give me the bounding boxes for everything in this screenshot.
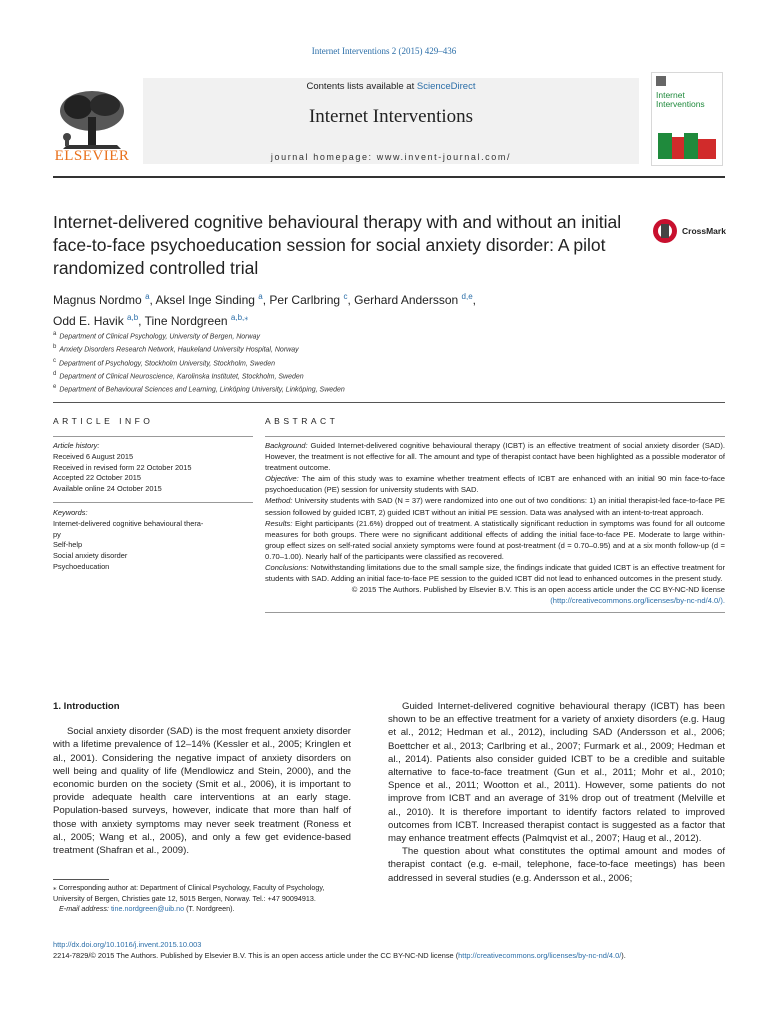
crossmark-label[interactable]: CrossMark bbox=[682, 226, 726, 236]
journal-title: Internet Interventions bbox=[308, 106, 474, 127]
affiliation-list bbox=[53, 329, 673, 396]
doi-link[interactable]: http://dx.doi.org/10.1016/j.invent.2015.10.003 bbox=[53, 940, 202, 949]
affiliation: d Department of Clinical Neuroscience, Karolinska Institutet, Stockholm, Sweden bbox=[53, 370, 304, 381]
keyword: Social anxiety disorder bbox=[53, 551, 128, 561]
history-item: Available online 24 October 2015 bbox=[53, 484, 162, 494]
article-info-heading: ARTICLE INFO bbox=[53, 416, 154, 426]
section-heading: 1. Introduction bbox=[53, 701, 120, 712]
footnote-rule bbox=[53, 879, 109, 880]
keyword: Self-help bbox=[53, 540, 83, 550]
body-column-right bbox=[388, 700, 725, 885]
author: Odd E. Havik bbox=[53, 314, 124, 328]
elsevier-mini-icon bbox=[656, 76, 666, 86]
abstract-copyright: © 2015 The Authors. Published by Elsevier B.V. This is an open access article under the CC BY-NC-ND license bbox=[351, 585, 725, 595]
author: Gerhard Andersson bbox=[354, 293, 459, 307]
article-history: Article history: Received 6 August 2015 Received in revised form 22 October 2015 Accepted 22 October 2015 Available online 24 October 2015 bbox=[53, 441, 253, 495]
keyword: Internet-delivered cognitive behavioural thera- bbox=[53, 518, 204, 528]
keyword: Psychoeducation bbox=[53, 561, 110, 571]
abstract-paragraph: Background: Guided Internet-delivered cognitive behavioural therapy (ICBT) is an effective treatment of social anxiety disorder (SAD). However, the treatment is not effective for all. The amount and type of therapist contact have been highlighted as a possible moderator of treatment outcome. bbox=[265, 441, 725, 473]
license-footer-link[interactable]: http://creativecommons.org/licenses/by-nc-nd/4.0/ bbox=[458, 951, 622, 960]
abstract-paragraph: Results: Eight participants (21.6%) dropped out of treatment. A statistically significant reduction in symptoms was found for all outcome measures for both groups. There were no significant additional effects of adding the initial face-to-face PE. Moderate to large within-group effect sizes on self-rated social anxiety symptoms were found at post-treatment (d = 0.70–0.95) and at a six month follow-up (d = 0.70–1.00). Nearly half of the participants were classified as recovered. bbox=[265, 518, 725, 561]
journal-cover-thumbnail bbox=[651, 72, 723, 166]
header-rule bbox=[53, 176, 725, 178]
keywords: Keywords: Internet-delivered cognitive behavioural thera- py Self-help Social anxiety disorder Psychoeducation bbox=[53, 508, 253, 573]
divider bbox=[53, 436, 253, 437]
author-affiliation-mark[interactable]: a bbox=[258, 292, 263, 301]
history-item: Accepted 22 October 2015 bbox=[53, 473, 141, 483]
corresponding-author-footnote: ⁎ Corresponding author at: Department of Clinical Psychology, Faculty of Psychology, University of Bergen, Christies gate 12, 5015 Bergen, Norway. Tel.: +47 90094913. E-mail address: tine.nordgreen@uib.no (T. Nordgreen). bbox=[53, 883, 325, 914]
contents-line bbox=[143, 81, 639, 92]
divider bbox=[265, 612, 725, 613]
history-item: Received 6 August 2015 bbox=[53, 451, 134, 461]
cover-title: Internet Interventions bbox=[656, 90, 705, 109]
abstract-paragraph: Objective: The aim of this study was to examine whether treatment effects of ICBT are enhanced with an initial 90 min face-to-face psychoeducation (PE) session for university students with SAD. bbox=[265, 474, 725, 495]
cover-artwork-icon bbox=[658, 133, 716, 159]
abstract-paragraph: Method: University students with SAD (N = 37) were randomized into one out of two conditions: 1) an initial therapist-led face-to-face PE session followed by guided ICBT, 2) guided ICBT without an initial PE session. Data was analysed with an intent-to-treat approach. bbox=[265, 496, 725, 517]
article-title: Internet-delivered cognitive behavioural therapy with and without an initial face-to-face psychoeducation session for social anxiety disorder: A pilot randomized controlled trial bbox=[53, 212, 622, 278]
author: Aksel Inge Sinding bbox=[155, 293, 255, 307]
history-item: Received in revised form 22 October 2015 bbox=[53, 462, 192, 472]
author-affiliation-mark[interactable]: a,b,⁎ bbox=[230, 313, 249, 322]
body-paragraph: Social anxiety disorder (SAD) is the most frequent anxiety disorder with a lifetime prevalence of 12–14% (Kessler et al., 2005; Kringlen et al., 2001). Considering the negative impact of anxiety disorders on well being and quality of life (Mendlowicz and Stein, 2000), and the economic burden on the society (Smit et al., 2006), it is important to provide adequate health care interventions at an early stage. Population-based surveys, however, indicate that more than half of those with anxiety symptoms may never seek treatment (Roness et al., 2005; Wang et al., 2005), and only a few get evidence-based treatment (Shafran et al., 2009). bbox=[53, 726, 351, 857]
body-column-left bbox=[53, 700, 351, 857]
author-list: Magnus Nordmo $^a$, Aksel Inge Sinding $^a$, Per Carlbring $^c$, Gerhard Andersson $^{d,e}$, Odd E. Havik $^{a,b}$, Tine Nordgreen $^{a,b,⁎}$ bbox=[53, 292, 476, 328]
article-info-column bbox=[53, 416, 253, 573]
author: Tine Nordgreen bbox=[144, 314, 228, 328]
body-paragraph: The question about what constitutes the optimal amount and modes of therapist contact (e.g. e-mail, telephone, face-to-face meetings) has been addressed in several studies (e.g. Andersson et al., 2006; bbox=[388, 846, 725, 884]
divider bbox=[265, 436, 725, 437]
sciencedirect-link[interactable]: ScienceDirect bbox=[416, 81, 476, 92]
affiliation: b Anxiety Disorders Research Network, Haukeland University Hospital, Norway bbox=[53, 344, 299, 354]
author-affiliation-mark[interactable]: a bbox=[145, 292, 150, 301]
abstract-heading: ABSTRACT bbox=[265, 416, 339, 426]
author-affiliation-mark[interactable]: a,b bbox=[127, 313, 139, 322]
affiliation: e Department of Behavioural Sciences and Learning, Linköping University, Linköping, Sweden bbox=[53, 384, 345, 394]
journal-homepage[interactable]: journal homepage: www.invent-journal.com/ bbox=[270, 152, 512, 162]
body-paragraph: Guided Internet-delivered cognitive behavioural therapy (ICBT) has been shown to be an effective treatment for a variety of anxiety disorders (e.g. Haug et al., 2012; Hedman et al., 2012), including SAD (Andersson et al., 2006; Boettcher et al., 2013; Carlbring et al., 2007; Furmark et al., 2009; Hedman et al., 2014). Patients also consider guided ICBT to be a credible and suitable alternative to face-to-face treatment (Gun et al., 2011; Mohr et al., 2010; Spence et al., 2011; Wootton et al., 2011). However, some patients do not improve from ICBT and an average of 31% drop out of treatment (Melville et al., 2010). It is therefore important to identify factors related to improved outcomes from ICBT. Increased therapist contact is suggested as a factor that may enhance treatment effects (Palmqvist et al., 2007; Haug et al., 2012). bbox=[388, 701, 725, 845]
contents-prefix: Contents lists available at bbox=[306, 81, 417, 92]
journal-header bbox=[53, 70, 725, 168]
publisher-name: ELSEVIER bbox=[54, 148, 130, 164]
author-affiliation-mark[interactable]: d,e bbox=[461, 292, 473, 301]
author-affiliation-mark[interactable]: c bbox=[343, 292, 348, 301]
affiliation: a Department of Clinical Psychology, University of Bergen, Norway bbox=[53, 331, 260, 341]
author-email-link[interactable]: tine.nordgreen@uib.no bbox=[110, 904, 185, 914]
author: Magnus Nordmo bbox=[53, 293, 142, 307]
section-rule bbox=[53, 402, 725, 403]
author: Per Carlbring bbox=[269, 293, 341, 307]
license-link[interactable]: (http://creativecommons.org/licenses/by-nc-nd/4.0/). bbox=[550, 596, 725, 606]
journal-reference[interactable]: Internet Interventions 2 (2015) 429–436 bbox=[311, 46, 457, 56]
divider bbox=[53, 502, 253, 503]
affiliation: c Department of Psychology, Stockholm University, Stockholm, Sweden bbox=[53, 357, 276, 367]
keyword: py bbox=[53, 529, 61, 539]
abstract-paragraph: Conclusions: Notwithstanding limitations due to the small sample size, the findings indicate that guided ICBT is an effective treatment for students with SAD. Adding an initial face-to-face PE session to the guided ICBT did not lead to enhanced outcomes in the present study. bbox=[265, 563, 725, 584]
abstract-column bbox=[265, 416, 725, 613]
license-footer: 2214-7829/© 2015 The Authors. Published by Elsevier B.V. This is an open access article under the CC BY-NC-ND license (http://creativecommons.org/licenses/by-nc-nd/4.0/). bbox=[53, 951, 626, 960]
